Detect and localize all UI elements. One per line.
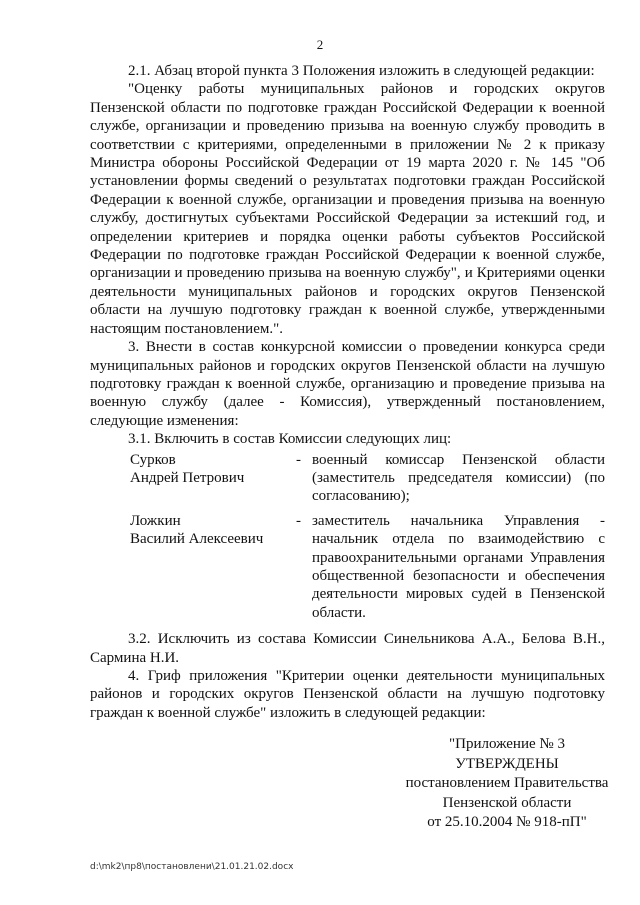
grif-line: УТВЕРЖДЕНЫ	[455, 755, 559, 772]
member-name	[130, 451, 296, 506]
paragraph-2-1: 2.1. Абзац второй пункта 3 Положения изложить в следующей редакции:	[128, 63, 595, 79]
member-row	[130, 512, 605, 622]
paragraph-3-1: 3.1. Включить в состав Комиссии следующих лиц:	[128, 431, 452, 448]
member-given-names: Василий Алексеевич	[130, 531, 264, 548]
member-dash: -	[296, 512, 301, 529]
member-row	[130, 451, 605, 506]
grif-line: постановлением Правительства	[405, 775, 609, 792]
document-body	[90, 62, 605, 722]
member-position: заместитель начальника Управления - начальник отдела по взаимодействию с правоохранительными органами Управления общественной безопасности и обеспечения деятельности мировых судей в Пензенской области.	[312, 512, 605, 621]
grif-line: Пензенской области	[442, 794, 572, 811]
approval-stamp-text	[392, 735, 622, 833]
members-list	[130, 451, 605, 623]
paragraph-3: 3. Внести в состав конкурсной комиссии о проведении конкурса среди муниципальных районов и городских округов Пензенской области на лучшую подготовку граждан к военной службе, организацию и проведение призыва на военную службу (далее - Комиссия), утвержденный постановлением, следующие изменения:	[90, 339, 605, 429]
grif-line: от 25.10.2004 № 918-пП"	[427, 814, 587, 831]
file-path-footer: d:\mk2\пр8\постановлени\21.01.21.02.docx	[90, 862, 294, 872]
member-dash: -	[296, 451, 301, 468]
paragraph-4: 4. Гриф приложения "Критерии оценки деятельности муниципальных районов и городских округов Пензенской области на лучшую подготовку граждан к военной службе" изложить в следующей редакции:	[90, 668, 605, 721]
member-given-names: Андрей Петрович	[130, 469, 245, 486]
member-surname: Сурков	[130, 451, 176, 468]
page-number: 2	[316, 37, 324, 52]
member-name	[130, 512, 296, 622]
member-surname: Ложкин	[130, 512, 181, 529]
member-position: военный комиссар Пензенской области (заместитель председателя комиссии) (по согласованию);	[312, 451, 605, 505]
paragraph-quote-evaluation: "Оценку работы муниципальных районов и городских округов Пензенской области по подготовке граждан Российской Федерации к военной службе, организации и проведению призыва на военную службу проводить в соответствии с критериями, определенными в приложении № 2 к приказу Министра обороны Российской Федерации от 19 марта 2020 г. № 145 "Об установлении формы сведений о результатах подготовки граждан Российской Федерации к военной службе, организации и проведения призыва на военную службу, достигнутых субъектами Российской Федерации за истекший год, и определении критериев и порядка оценки работы субъектов Российской Федерации по подготовке граждан Российской Федерации к военной службе, организации и проведению призыва на военную службу", и Критериями оценки деятельности муниципальных районов и городских округов Пензенской области на лучшую подготовку граждан к военной службе, утвержденными настоящим постановлением.".	[90, 81, 605, 337]
grif-line: "Приложение № 3	[449, 736, 565, 752]
paragraph-3-2: 3.2. Исключить из состава Комиссии Синельникова А.А., Белова В.Н., Сармина Н.И.	[90, 631, 605, 666]
